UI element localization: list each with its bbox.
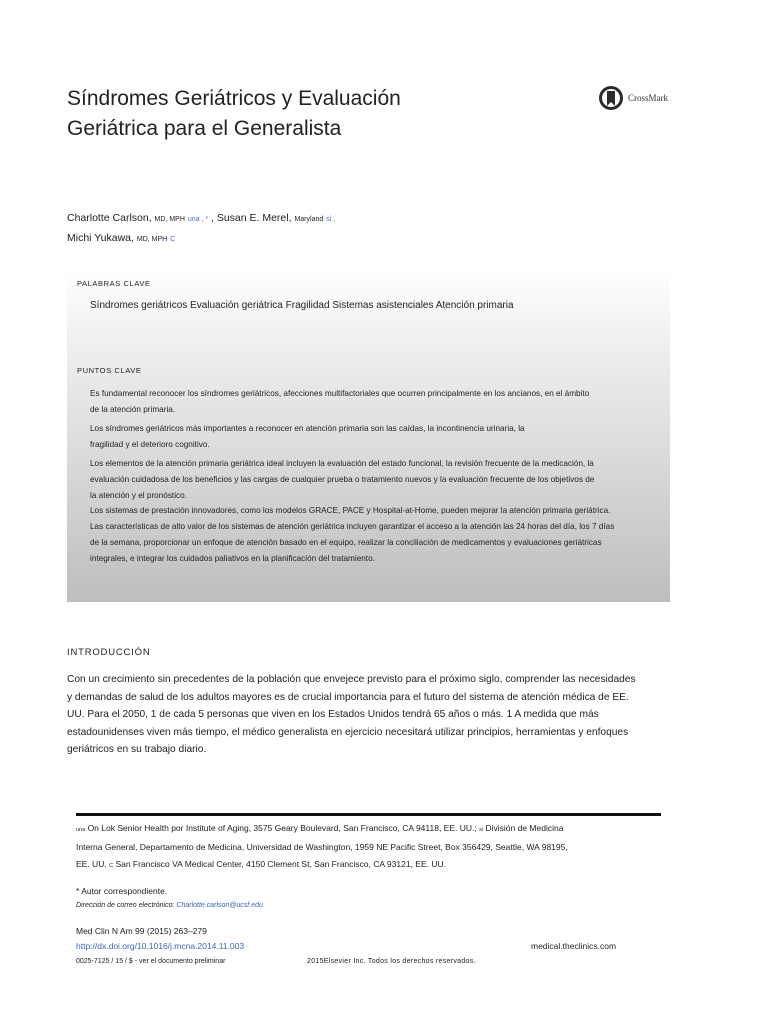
affiliation-marker: una [76,827,86,833]
introduction-paragraph [67,671,672,759]
key-point-line: Los elementos de la atención primaria geriátrica ideal incluyen la evaluación del estado funcional, la revisión frecuente de la medicación, la [90,459,594,468]
key-point-line: integrales, e integrar los cuidados paliativos en la planificación del tratamiento. [90,554,375,563]
key-point-line: Las características de alto valor de los sistemas de atención geriátrica incluyen garantizar el acceso a la atención las 24 horas del día, los 7 días [90,522,615,531]
journal-citation: Med Clin N Am 99 (2015) 263–279 [76,926,207,936]
article-title-line-2: Geriátrica para el Generalista [67,117,342,140]
author-name: Michi Yukawa, [67,232,134,244]
paragraph-line: UU. Para el 2050, 1 de cada 5 personas que viven en los Estados Unidos tendrá 65 años o más. 1 A medida que más [67,709,599,720]
author-degree: MD, MPH [136,236,168,243]
affiliation-marker: si [479,827,484,833]
email-line [76,902,263,909]
affiliation-text: On Lok Senior Health por Institute of Aging, 3575 Geary Boulevard, San Francisco, CA 94118, EE. UU.; [87,823,477,833]
affiliation-line: Interna General, Departamento de Medicina, Universidad de Washington, 1959 NE Pacific Street, Box 356429, Seattle, WA 98195, [76,842,568,852]
paragraph-line: y demandas de salud de los adultos mayores es de crucial importancia para el futuro del sistema de atención médica de EE. [67,691,629,703]
doi-link[interactable]: http://dx.doi.org/10.1016/j.mcna.2014.11.003 [76,941,245,951]
article-title-line-1: Síndromes Geriátricos y Evaluación [67,87,401,110]
key-point-line: la atención y el pronóstico. [90,491,187,500]
keywords-heading: PALABRAS CLAVE [77,279,151,288]
author-list [67,209,335,249]
journal-website: medical.theclinics.com [531,941,617,951]
affiliations-footnote [76,820,666,875]
key-point-line: fragilidad y el deterioro cognitivo. [90,440,210,449]
key-point-line: Los síndromes geriátricos más importantes a reconocer en atención primaria son las caídas, la incontinencia urinaria, la [90,424,525,433]
affiliation-line [76,856,666,875]
key-point-line: Es fundamental reconocer los síndromes geriátricos, afecciones multifactoriales que ocurren principalmente en los ancianos, en el ámbito [90,389,590,398]
affiliation-text: División de Medicina [485,823,564,833]
crossmark-label: CrossMark [628,93,668,103]
author-affiliation-link[interactable]: si , [326,216,336,223]
footnote-divider [76,813,661,816]
email-link[interactable]: Charlotte.carlson@ucsf.edu [176,902,263,909]
affiliation-marker: C [109,863,114,869]
author-degree: Maryland [294,216,324,223]
author-affiliation-link[interactable]: C [170,236,176,243]
section-heading-introduction: INTRODUCCIÓN [67,647,151,658]
author-line-1 [67,209,335,229]
key-point-line: de la atención primaria. [90,405,176,414]
article-title [67,84,537,144]
author-line-2 [67,229,335,249]
affiliation-text: San Francisco VA Medical Center, 4150 Clement St, San Francisco, CA 93121, EE. UU. [115,859,446,869]
key-point [90,456,650,504]
copyright-notice: 2015Elsevier Inc. Todos los derechos reservados. [307,958,476,965]
email-label: Dirección de correo electrónico: [76,902,175,909]
key-points-heading: PUNTOS CLAVE [77,366,142,375]
key-point-line: de la semana, proporcionar un enfoque de atención basado en el equipo, realizar la conciliación de medicamentos y evaluaciones geriátricas [90,538,602,547]
author-degree: MD, MPH [154,216,185,223]
affiliation-text: EE. UU. [76,859,107,869]
author-name: , Susan E. Merel, [210,212,292,224]
key-point-line: Los sistemas de prestación innovadores, como los modelos GRACE, PACE y Hospital-at-Home, pueden mejorar la atención primaria geriátrica. [90,506,611,515]
key-point [90,503,650,567]
paragraph-line: Con un crecimiento sin precedentes de la población que envejece previsto para el próximo siglo, comprender las necesidades [67,674,636,685]
corresponding-author-note: * Autor correspondiente. [76,886,168,896]
crossmark-badge[interactable] [598,85,668,111]
crossmark-icon [598,85,624,111]
paragraph-line: estadounidenses viven más tiempo, el médico generalista en ejercicio necesitará utilizar principios, herramientas y enfoques [67,726,629,738]
key-point [90,421,650,453]
paragraph-line: geriátricos en su trabajo diario. [67,744,207,755]
key-point [90,386,650,418]
keywords-list: Síndromes geriátricos Evaluación geriátrica Fragilidad Sistemas asistenciales Atención primaria [90,300,514,311]
affiliation-line [76,820,666,839]
author-name: Charlotte Carlson, [67,212,152,224]
issn-line: 0025-7125 / 15 / $ - ver el documento preliminar [76,958,226,965]
author-affiliation-link[interactable]: una , * [187,216,209,223]
key-point-line: evaluación cuidadosa de los beneficios y las cargas de cualquier prueba o tratamiento nuevos y la evaluación frecuente de los objetivos de [90,475,595,484]
